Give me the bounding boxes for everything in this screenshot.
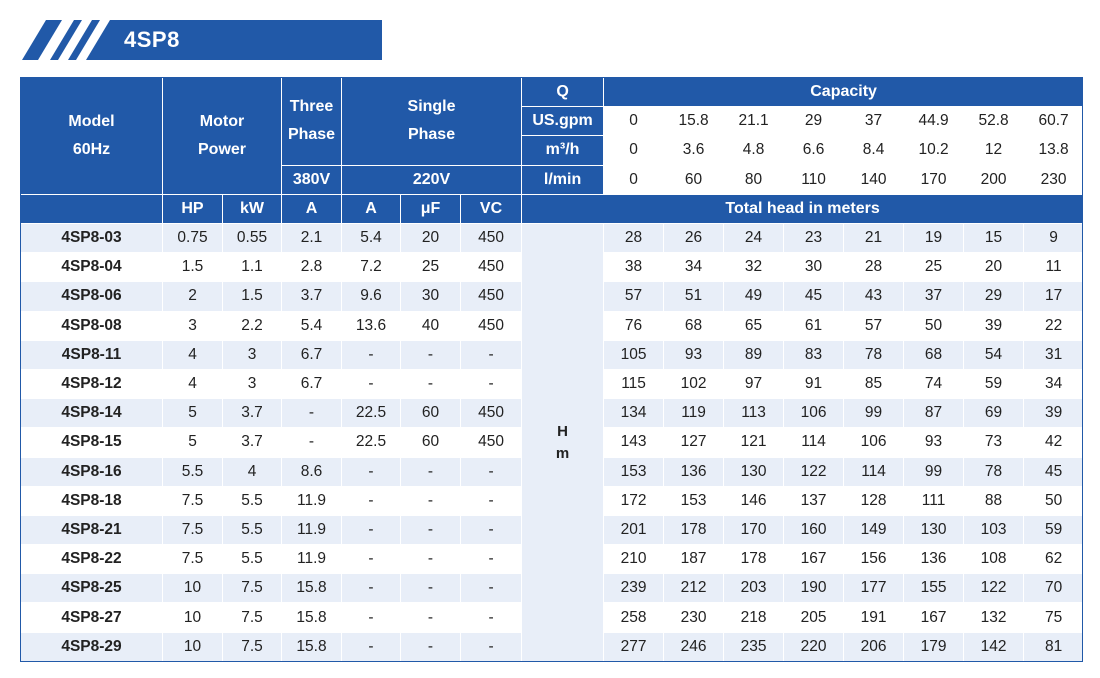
capacity-value: 37 (844, 107, 904, 136)
head-value: 153 (604, 457, 664, 486)
header-model: Model 60Hz (21, 78, 163, 195)
head-value: 78 (844, 340, 904, 369)
header-capacity: Capacity (604, 78, 1084, 107)
head-value: 218 (724, 603, 784, 632)
cell-kw: 4 (223, 457, 282, 486)
cell-a1: 22.5 (342, 428, 401, 457)
head-value: 49 (724, 282, 784, 311)
cell-a3: - (282, 399, 342, 428)
head-value: 9 (1024, 224, 1084, 253)
cell-model: 4SP8-16 (21, 457, 163, 486)
cell-model: 4SP8-14 (21, 399, 163, 428)
header-vc: VC (461, 194, 522, 223)
capacity-value: 29 (784, 107, 844, 136)
head-value: 178 (724, 545, 784, 574)
cell-a3: 3.7 (282, 282, 342, 311)
cell-a1: - (342, 340, 401, 369)
cell-hp: 2 (163, 282, 223, 311)
head-value: 205 (784, 603, 844, 632)
cell-kw: 3.7 (223, 399, 282, 428)
cell-uf: - (401, 369, 461, 398)
head-value: 28 (844, 253, 904, 282)
head-value: 191 (844, 603, 904, 632)
cell-model: 4SP8-03 (21, 224, 163, 253)
cell-model: 4SP8-15 (21, 428, 163, 457)
cell-a3: 5.4 (282, 311, 342, 340)
head-value: 69 (964, 399, 1024, 428)
head-value: 203 (724, 574, 784, 603)
table-row (21, 224, 1084, 253)
cell-a1: 13.6 (342, 311, 401, 340)
head-value: 45 (1024, 457, 1084, 486)
capacity-value: 4.8 (724, 136, 784, 165)
cell-hp: 4 (163, 340, 223, 369)
cell-vc: 450 (461, 311, 522, 340)
cell-a3: 2.8 (282, 253, 342, 282)
cell-uf: - (401, 515, 461, 544)
cell-uf: - (401, 632, 461, 661)
head-value: 99 (904, 457, 964, 486)
cell-model: 4SP8-08 (21, 311, 163, 340)
cell-kw: 1.1 (223, 253, 282, 282)
head-value: 102 (664, 369, 724, 398)
cell-hp: 5.5 (163, 457, 223, 486)
cell-a1: 5.4 (342, 224, 401, 253)
capacity-value: 80 (724, 165, 784, 194)
head-value: 37 (904, 282, 964, 311)
cell-vc: - (461, 545, 522, 574)
cell-hp: 10 (163, 603, 223, 632)
header-total-head: Total head in meters (522, 194, 1084, 223)
head-value: 106 (784, 399, 844, 428)
cell-model: 4SP8-27 (21, 603, 163, 632)
head-value: 136 (664, 457, 724, 486)
head-value: 172 (604, 486, 664, 515)
head-value: 167 (784, 545, 844, 574)
head-value: 65 (724, 311, 784, 340)
cell-hp: 1.5 (163, 253, 223, 282)
head-value: 108 (964, 545, 1024, 574)
head-value: 258 (604, 603, 664, 632)
capacity-value: 60 (664, 165, 724, 194)
head-value: 62 (1024, 545, 1084, 574)
head-value: 132 (964, 603, 1024, 632)
capacity-value: 0 (604, 136, 664, 165)
cell-model: 4SP8-18 (21, 486, 163, 515)
cell-uf: 60 (401, 428, 461, 457)
capacity-value: 44.9 (904, 107, 964, 136)
head-value: 23 (784, 224, 844, 253)
cell-hp: 7.5 (163, 515, 223, 544)
head-value: 113 (724, 399, 784, 428)
capacity-value: 140 (844, 165, 904, 194)
capacity-value: 10.2 (904, 136, 964, 165)
capacity-value: 110 (784, 165, 844, 194)
header-motor-power: Motor Power (163, 78, 282, 195)
head-value: 87 (904, 399, 964, 428)
head-value: 97 (724, 369, 784, 398)
cell-hp: 0.75 (163, 224, 223, 253)
cell-vc: - (461, 603, 522, 632)
cell-kw: 5.5 (223, 486, 282, 515)
cell-vc: 450 (461, 282, 522, 311)
cell-hp: 5 (163, 399, 223, 428)
cell-vc: - (461, 340, 522, 369)
head-value: 99 (844, 399, 904, 428)
head-value: 170 (724, 515, 784, 544)
head-value: 137 (784, 486, 844, 515)
head-value: 19 (904, 224, 964, 253)
head-value: 54 (964, 340, 1024, 369)
cell-vc: 450 (461, 428, 522, 457)
cell-uf: - (401, 603, 461, 632)
head-value: 74 (904, 369, 964, 398)
head-value: 45 (784, 282, 844, 311)
head-value: 61 (784, 311, 844, 340)
head-value: 25 (904, 253, 964, 282)
head-value: 68 (904, 340, 964, 369)
head-value: 103 (964, 515, 1024, 544)
cell-vc: - (461, 486, 522, 515)
cell-vc: 450 (461, 399, 522, 428)
head-value: 88 (964, 486, 1024, 515)
header-uf: μF (401, 194, 461, 223)
cell-a1: 7.2 (342, 253, 401, 282)
cell-hp: 5 (163, 428, 223, 457)
cell-kw: 5.5 (223, 545, 282, 574)
capacity-value: 15.8 (664, 107, 724, 136)
head-value: 206 (844, 632, 904, 661)
head-value: 70 (1024, 574, 1084, 603)
cell-model: 4SP8-22 (21, 545, 163, 574)
head-value: 31 (1024, 340, 1084, 369)
cell-vc: 450 (461, 224, 522, 253)
head-value: 81 (1024, 632, 1084, 661)
capacity-value: 170 (904, 165, 964, 194)
voltage-220v: 220V (342, 165, 522, 194)
capacity-value: 60.7 (1024, 107, 1084, 136)
head-value: 127 (664, 428, 724, 457)
cell-a1: - (342, 545, 401, 574)
head-value: 57 (844, 311, 904, 340)
head-value: 187 (664, 545, 724, 574)
cell-a1: - (342, 632, 401, 661)
cell-vc: - (461, 369, 522, 398)
cell-hp: 10 (163, 574, 223, 603)
capacity-value: 6.6 (784, 136, 844, 165)
head-value: 76 (604, 311, 664, 340)
capacity-value: 0 (604, 165, 664, 194)
cell-hp: 10 (163, 632, 223, 661)
header-blank (21, 194, 163, 223)
cell-a3: 15.8 (282, 632, 342, 661)
head-value: 17 (1024, 282, 1084, 311)
header-q: Q (522, 78, 604, 107)
capacity-value: 12 (964, 136, 1024, 165)
head-value: 114 (784, 428, 844, 457)
head-value: 146 (724, 486, 784, 515)
head-value: 22 (1024, 311, 1084, 340)
head-value: 42 (1024, 428, 1084, 457)
head-value: 29 (964, 282, 1024, 311)
head-value: 85 (844, 369, 904, 398)
cell-vc: - (461, 457, 522, 486)
cell-uf: 60 (401, 399, 461, 428)
cell-hp: 4 (163, 369, 223, 398)
cell-kw: 3 (223, 340, 282, 369)
stripes-decoration-icon (22, 20, 122, 60)
head-value: 160 (784, 515, 844, 544)
capacity-value: 21.1 (724, 107, 784, 136)
cell-kw: 1.5 (223, 282, 282, 311)
cell-uf: - (401, 457, 461, 486)
cell-kw: 0.55 (223, 224, 282, 253)
head-value: 134 (604, 399, 664, 428)
spec-table (20, 77, 1084, 662)
head-value: 115 (604, 369, 664, 398)
head-value: 21 (844, 224, 904, 253)
head-value: 179 (904, 632, 964, 661)
cell-hp: 7.5 (163, 545, 223, 574)
cell-uf: - (401, 340, 461, 369)
header-a-single: A (342, 194, 401, 223)
cell-model: 4SP8-29 (21, 632, 163, 661)
cell-model: 4SP8-12 (21, 369, 163, 398)
cell-a3: - (282, 428, 342, 457)
head-value: 230 (664, 603, 724, 632)
head-value: 153 (664, 486, 724, 515)
cell-model: 4SP8-11 (21, 340, 163, 369)
cell-a3: 8.6 (282, 457, 342, 486)
head-value: 93 (664, 340, 724, 369)
cell-a3: 6.7 (282, 369, 342, 398)
head-value: 50 (1024, 486, 1084, 515)
head-value: 59 (1024, 515, 1084, 544)
cell-a1: - (342, 369, 401, 398)
cell-a1: - (342, 603, 401, 632)
voltage-380v: 380V (282, 165, 342, 194)
head-value: 121 (724, 428, 784, 457)
head-value: 235 (724, 632, 784, 661)
cell-uf: 20 (401, 224, 461, 253)
head-value: 78 (964, 457, 1024, 486)
head-value: 105 (604, 340, 664, 369)
title-banner (22, 20, 382, 60)
cell-kw: 7.5 (223, 603, 282, 632)
capacity-value: 8.4 (844, 136, 904, 165)
head-value: 68 (664, 311, 724, 340)
head-value: 38 (604, 253, 664, 282)
head-value: 212 (664, 574, 724, 603)
cell-kw: 3 (223, 369, 282, 398)
head-value: 20 (964, 253, 1024, 282)
cell-uf: 40 (401, 311, 461, 340)
head-value: 114 (844, 457, 904, 486)
head-value: 201 (604, 515, 664, 544)
unit-lmin: l/min (522, 165, 604, 194)
cell-kw: 2.2 (223, 311, 282, 340)
head-value: 210 (604, 545, 664, 574)
capacity-value: 52.8 (964, 107, 1024, 136)
head-value: 156 (844, 545, 904, 574)
cell-model: 4SP8-21 (21, 515, 163, 544)
head-value: 75 (1024, 603, 1084, 632)
head-value: 24 (724, 224, 784, 253)
cell-a3: 15.8 (282, 574, 342, 603)
head-value: 143 (604, 428, 664, 457)
head-value: 122 (784, 457, 844, 486)
head-value: 128 (844, 486, 904, 515)
head-value: 28 (604, 224, 664, 253)
cell-a1: - (342, 457, 401, 486)
header-three-phase: Three Phase (282, 78, 342, 166)
cell-model: 4SP8-06 (21, 282, 163, 311)
cell-a3: 2.1 (282, 224, 342, 253)
cell-uf: 25 (401, 253, 461, 282)
cell-vc: - (461, 574, 522, 603)
head-value: 26 (664, 224, 724, 253)
header-hp: HP (163, 194, 223, 223)
head-unit-label: H m (522, 224, 604, 662)
head-value: 136 (904, 545, 964, 574)
head-value: 167 (904, 603, 964, 632)
capacity-value: 13.8 (1024, 136, 1084, 165)
head-value: 91 (784, 369, 844, 398)
cell-vc: 450 (461, 253, 522, 282)
head-value: 32 (724, 253, 784, 282)
head-value: 51 (664, 282, 724, 311)
head-value: 142 (964, 632, 1024, 661)
cell-a1: 22.5 (342, 399, 401, 428)
head-value: 15 (964, 224, 1024, 253)
head-value: 93 (904, 428, 964, 457)
head-value: 34 (1024, 369, 1084, 398)
cell-uf: - (401, 545, 461, 574)
head-value: 122 (964, 574, 1024, 603)
head-value: 130 (904, 515, 964, 544)
cell-a3: 11.9 (282, 545, 342, 574)
page-title: 4SP8 (124, 27, 180, 52)
head-value: 39 (964, 311, 1024, 340)
cell-a1: - (342, 515, 401, 544)
head-value: 239 (604, 574, 664, 603)
cell-a3: 6.7 (282, 340, 342, 369)
cell-a1: - (342, 486, 401, 515)
header-a-three: A (282, 194, 342, 223)
cell-kw: 7.5 (223, 574, 282, 603)
head-value: 39 (1024, 399, 1084, 428)
unit-us-gpm: US.gpm (522, 107, 604, 136)
head-value: 34 (664, 253, 724, 282)
cell-vc: - (461, 515, 522, 544)
cell-kw: 5.5 (223, 515, 282, 544)
cell-uf: 30 (401, 282, 461, 311)
head-value: 149 (844, 515, 904, 544)
cell-a3: 11.9 (282, 486, 342, 515)
cell-a3: 15.8 (282, 603, 342, 632)
cell-kw: 7.5 (223, 632, 282, 661)
cell-vc: - (461, 632, 522, 661)
head-value: 220 (784, 632, 844, 661)
head-value: 11 (1024, 253, 1084, 282)
head-value: 50 (904, 311, 964, 340)
head-value: 57 (604, 282, 664, 311)
head-value: 178 (664, 515, 724, 544)
cell-hp: 7.5 (163, 486, 223, 515)
head-value: 73 (964, 428, 1024, 457)
head-value: 119 (664, 399, 724, 428)
head-value: 89 (724, 340, 784, 369)
head-value: 177 (844, 574, 904, 603)
header-kw: kW (223, 194, 282, 223)
capacity-value: 0 (604, 107, 664, 136)
head-value: 277 (604, 632, 664, 661)
head-value: 111 (904, 486, 964, 515)
cell-model: 4SP8-25 (21, 574, 163, 603)
head-value: 130 (724, 457, 784, 486)
head-value: 30 (784, 253, 844, 282)
cell-hp: 3 (163, 311, 223, 340)
cell-kw: 3.7 (223, 428, 282, 457)
head-value: 106 (844, 428, 904, 457)
head-value: 246 (664, 632, 724, 661)
cell-uf: - (401, 574, 461, 603)
cell-a1: - (342, 574, 401, 603)
cell-uf: - (401, 486, 461, 515)
head-value: 59 (964, 369, 1024, 398)
capacity-value: 200 (964, 165, 1024, 194)
head-value: 83 (784, 340, 844, 369)
head-value: 155 (904, 574, 964, 603)
head-value: 190 (784, 574, 844, 603)
header-single-phase: Single Phase (342, 78, 522, 166)
cell-a1: 9.6 (342, 282, 401, 311)
unit-m3h: m³/h (522, 136, 604, 165)
cell-model: 4SP8-04 (21, 253, 163, 282)
capacity-value: 3.6 (664, 136, 724, 165)
cell-a3: 11.9 (282, 515, 342, 544)
capacity-value: 230 (1024, 165, 1084, 194)
head-value: 43 (844, 282, 904, 311)
